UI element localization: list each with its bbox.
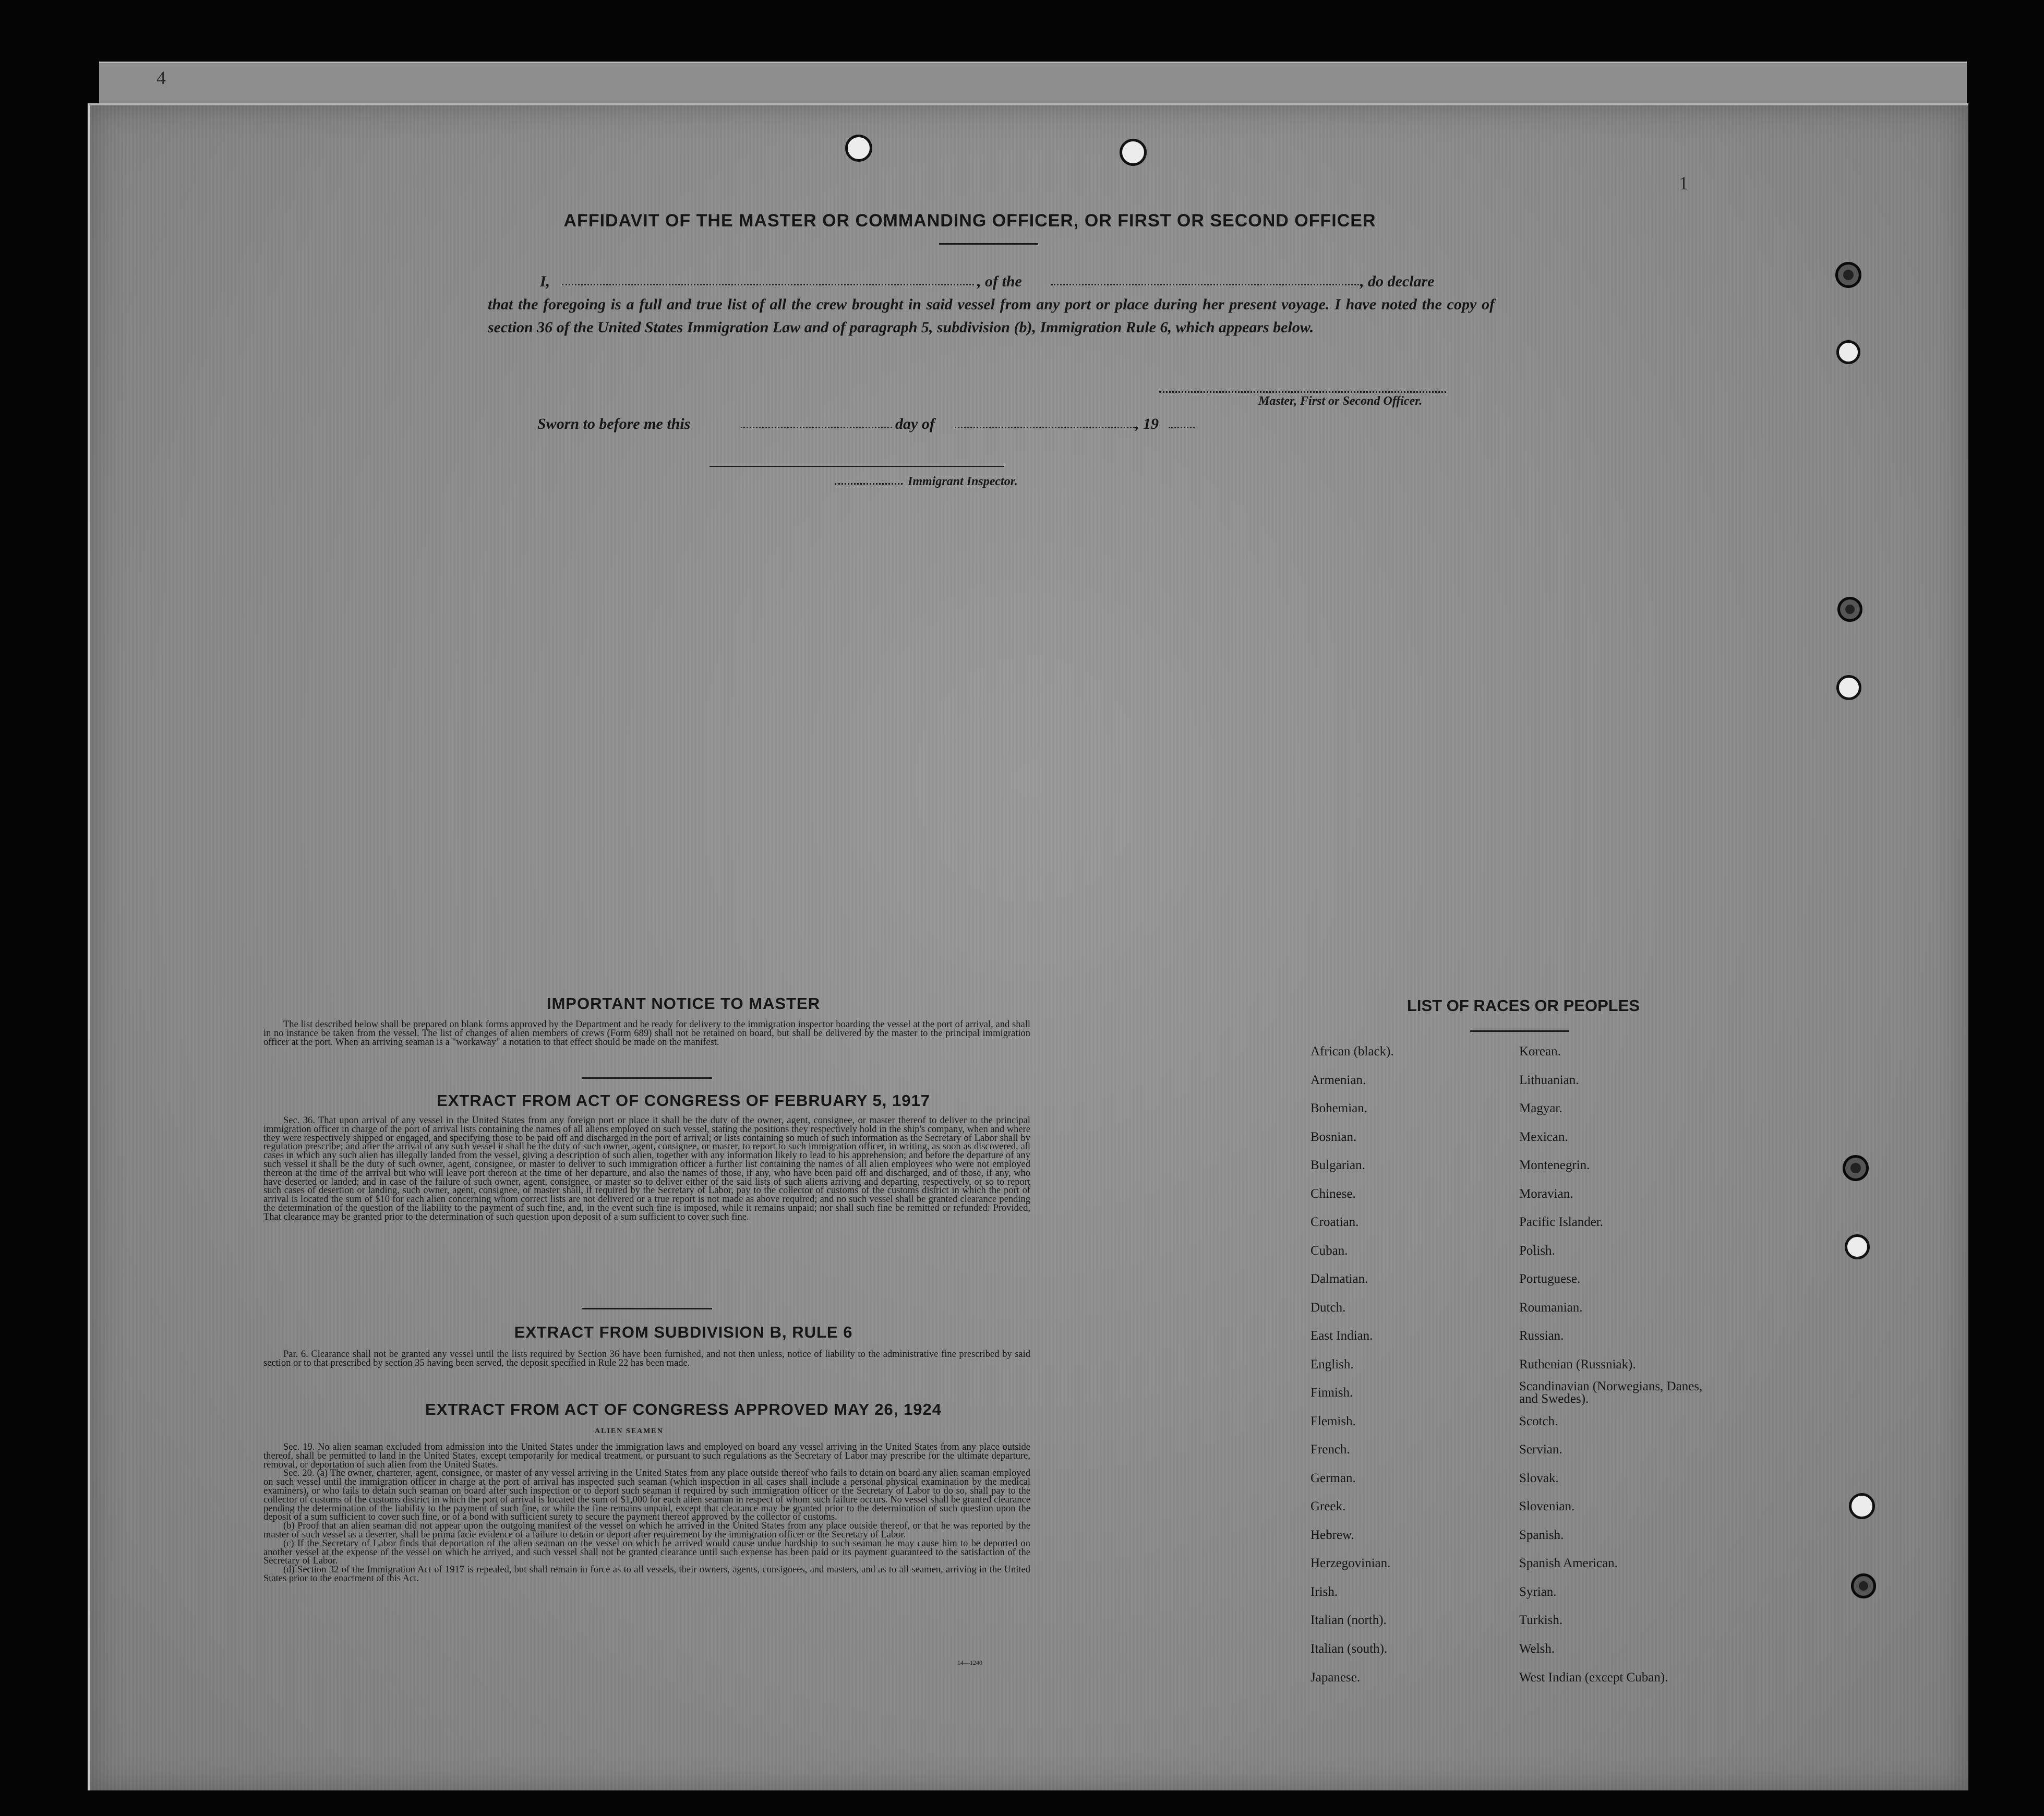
extract-1924-sec20a: Sec. 20. (a) The owner, charterer, agent, consignee, or master of any vessel arriving in the United States from any place outside thereof who fails to detain on board any alien seaman employed on such vessel until the immigration officer in charge at the port of arrival has inspected such seaman (which inspection in all cases shall include a personal physical examination by the medical examiners), or who fails to detain such seaman on board after such inspection or to deport such seaman if required by such immigration officer or the Secretary of Labor to do so, shall pay to the collector of customs of the customs district in which the port of arrival is located the sum of $1,000 for each alien seaman in respect of whom such failure occurs. No vessel shall be granted clearance pending the determination of the liability to the payment of such fine, or while the fine remains unpaid, except that clearance may be granted prior to the determination of such question upon the deposit of a sum sufficient to cover such fine, or of a bond with sufficient surety to secure the payment thereof approved by the collector of customs. xyxy=(263,1468,1030,1523)
race-right-item: Ruthenian (Russniak). xyxy=(1519,1357,1636,1372)
punch-hole-right-1 xyxy=(1835,262,1861,288)
race-right-item: Slovenian. xyxy=(1519,1499,1575,1513)
race-left-item: German. xyxy=(1310,1471,1356,1485)
vessel-label: , of the xyxy=(977,273,1022,290)
race-right-item: Lithuanian. xyxy=(1519,1073,1579,1087)
extract-rule6-title: EXTRACT FROM SUBDIVISION B, RULE 6 xyxy=(514,1323,853,1341)
year-label: , 19 xyxy=(1135,415,1159,432)
race-right-item: Pacific Islander. xyxy=(1519,1215,1604,1229)
race-right-item: Korean. xyxy=(1519,1044,1561,1059)
race-right-item: Montenegrin. xyxy=(1519,1158,1590,1172)
races-title-rule xyxy=(1470,1030,1569,1032)
race-left-item: Dalmatian. xyxy=(1310,1272,1368,1286)
form-number: 14—1240 xyxy=(957,1659,982,1666)
punch-hole-right-6 xyxy=(1845,1234,1870,1259)
sworn-month-field[interactable] xyxy=(955,427,1135,428)
sworn-line xyxy=(537,415,690,433)
margin-mark-top-left: 4 xyxy=(157,67,166,88)
notice-rule xyxy=(582,1077,712,1079)
punch-hole-top-left xyxy=(845,135,872,162)
race-left-item: Italian (north). xyxy=(1310,1613,1387,1627)
extract-1917-rule xyxy=(582,1308,712,1309)
race-right-item: Magyar. xyxy=(1519,1101,1562,1115)
punch-hole-right-4 xyxy=(1836,675,1861,700)
race-right-item: Roumanian. xyxy=(1519,1301,1583,1315)
affidavit-statement: that the foregoing is a full and true list of all the crew brought in said vessel from any port or place during her present voyage. I have noted the copy of section 36 of the United States Immigration Law and of paragraph 5, subdivision (b), Immigration Rule 6, which appears below. xyxy=(488,296,1495,336)
race-left-item: Bosnian. xyxy=(1310,1130,1357,1144)
race-right-item: Scandinavian (Norwegians, Danes, and Swedes). xyxy=(1519,1379,1703,1406)
sworn-day-field[interactable] xyxy=(741,427,892,428)
race-left-item: Armenian. xyxy=(1310,1073,1366,1087)
race-right-item: Mexican. xyxy=(1519,1130,1568,1144)
margin-mark-right: 1 xyxy=(1679,173,1688,194)
extract-rule6-text: Par. 6. Clearance shall not be granted any vessel until the lists required by Section 36 have been furnished, and not then unless, notice of liability to the administrative fine prescribed by said section or to that prescribed by section 35 having been served, the deposit specified in Rule 22 has been made. xyxy=(263,1349,1030,1368)
master-signature-label: Master, First or Second Officer. xyxy=(1258,394,1423,408)
extract-1924-sec20b: (b) Proof that an alien seaman did not appear upon the outgoing manifest of the vessel on which he arrived in the United States from any place outside thereof, or that he was reported by the master of such vessel as a deserter, shall be prima facie evidence of a failure to detain or deport after requirement by the immigration officer or the Secretary of Labor. xyxy=(263,1521,1030,1540)
day-of-label: day of xyxy=(895,415,935,432)
master-signature-field[interactable] xyxy=(1159,391,1446,393)
race-right-item: Polish. xyxy=(1519,1244,1555,1258)
sworn-year-field[interactable] xyxy=(1169,427,1195,428)
affidavit-body xyxy=(488,270,1495,339)
race-right-item: Syrian. xyxy=(1519,1585,1557,1599)
inspector-dotted-line xyxy=(835,483,903,485)
race-left-item: Cuban. xyxy=(1310,1244,1348,1258)
notice-title: IMPORTANT NOTICE TO MASTER xyxy=(546,994,821,1013)
punch-hole-right-3 xyxy=(1837,597,1862,622)
extract-1924-sec20c: (c) If the Secretary of Labor finds that deportation of the alien seaman on the vessel on which he arrived would cause undue hardship to such seaman he may cause him to be deported on another vessel at the expense of the vessel on which he arrived, and such vessel shall not be granted clearance until such expense has been paid or its payment guaranteed to the satisfaction of the Secretary of Labor. xyxy=(263,1538,1030,1567)
race-left-item: Flemish. xyxy=(1310,1414,1356,1428)
race-right-item: Welsh. xyxy=(1519,1642,1555,1656)
extract-1924-text xyxy=(263,1443,1030,1583)
race-left-item: Bohemian. xyxy=(1310,1101,1368,1115)
declare-label: , do declare xyxy=(1360,273,1435,290)
race-right-item: Scotch. xyxy=(1519,1414,1558,1428)
sworn-label: Sworn to before me this xyxy=(537,415,691,432)
affidavit-title-rule xyxy=(939,243,1038,245)
race-right-item: Moravian. xyxy=(1519,1187,1573,1201)
inspector-signature-field[interactable] xyxy=(710,466,1004,467)
punch-hole-top-right xyxy=(1120,139,1147,166)
declarant-name-field[interactable] xyxy=(562,273,974,285)
punch-hole-right-7 xyxy=(1849,1493,1875,1519)
race-left-item: Herzegovinian. xyxy=(1310,1556,1391,1570)
race-left-item: Japanese. xyxy=(1310,1670,1361,1685)
races-title: LIST OF RACES OR PEOPLES xyxy=(1406,996,1640,1015)
race-right-item: Spanish. xyxy=(1519,1528,1564,1542)
extract-1924-sec19: Sec. 19. No alien seaman excluded from admission into the United States under the immigration laws and employed on board any vessel arriving in the United States from any place outside thereof, shall be permitted to land in the United States, except temporarily for medical treatment, or pursuant to such regulations as the Secretary of Labor may prescribe for the ultimate departure, removal, or deportation of such alien from the United States. xyxy=(263,1442,1030,1470)
vessel-name-field[interactable] xyxy=(1051,273,1359,285)
race-left-item: Finnish. xyxy=(1310,1386,1353,1400)
race-right-item: Russian. xyxy=(1519,1329,1564,1343)
declarant-label: I, xyxy=(540,273,550,290)
race-left-item: Italian (south). xyxy=(1310,1642,1388,1656)
race-left-item: Bulgarian. xyxy=(1310,1158,1365,1172)
race-left-item: Irish. xyxy=(1310,1585,1338,1599)
inspector-label: Immigrant Inspector. xyxy=(908,475,1018,488)
extract-1917-title: EXTRACT FROM ACT OF CONGRESS OF FEBRUARY 5, 1917 xyxy=(437,1091,930,1110)
race-left-item: East Indian. xyxy=(1310,1329,1373,1343)
race-left-item: Greek. xyxy=(1310,1499,1346,1513)
race-right-item: Turkish. xyxy=(1519,1613,1563,1627)
race-left-item: English. xyxy=(1310,1357,1354,1372)
race-right-item: West Indian (except Cuban). xyxy=(1519,1670,1668,1685)
extract-1917-text: Sec. 36. That upon arrival of any vessel in the United States from any foreign port or place it shall be the duty of the owner, agent, consignee, or master thereof to deliver to the principal immigration officer in charge of the port of arrival lists containing the names of all aliens employed on such vessel, stating the positions they respectively hold in the ship's company, when and where they were respectively shipped or engaged, and specifying those to be paid off and discharged in the port of arrival; or lists containing so much of such information as the Secretary of Labor shall by regulation prescribe; and after the arrival of any such vessel it shall be the duty of such owner, agent, consignee, or master, to report to such immigration officer, in writing, as soon as discovered, all cases in which any such alien has illegally landed from the vessel, giving a description of such alien, together with any information likely to lead to his apprehension; and before the departure of any such vessel it shall be the duty of such owner, agent, consignee, or master to deliver to such immigration officer a further list containing the names of all alien employees who were not employed thereon at the time of the arrival but who will leave port thereon at the time of her departure, and also the names of those, if any, who have been paid off and discharged, and of those, if any, who have deserted or landed; and in case of the failure of such owner, agent, consignee, or master so to deliver either of the said lists of such aliens arriving and departing, respectively, or so to report such cases of desertion or landing, such owner, agent, consignee, or master shall, if required by the Secretary of Labor, pay to the collector of customs of the customs district in which the port of arrival is located the sum of $10 for each alien concerning whom correct lists are not delivered or a true report is not made as above required; and no such vessel shall be granted clearance pending the determination of the question of the liability to the payment of such fine, and, in the event such fine is imposed, while it remains unpaid; nor shall such fine be remitted or refunded: Provided, That clearance may be granted prior to the determination of such question upon deposit of a sum sufficient to cover such fine. xyxy=(263,1115,1030,1222)
race-left-item: Dutch. xyxy=(1310,1301,1346,1315)
race-left-item: African (black). xyxy=(1310,1044,1394,1059)
race-right-item: Servian. xyxy=(1519,1442,1562,1457)
extract-1924-sec20d: (d) Section 32 of the Immigration Act of 1917 is repealed, but shall remain in force as to all vessels, their owners, agents, consignees, and masters, and as to all seamen, arriving in the United States prior to the enactment of this Act. xyxy=(263,1565,1030,1584)
punch-hole-right-5 xyxy=(1843,1155,1869,1181)
race-right-item: Slovak. xyxy=(1519,1471,1559,1485)
race-right-item: Portuguese. xyxy=(1519,1272,1581,1286)
race-left-item: Hebrew. xyxy=(1310,1528,1354,1542)
punch-hole-right-8 xyxy=(1851,1573,1876,1598)
extract-1924-title: EXTRACT FROM ACT OF CONGRESS APPROVED MAY 26, 1924 xyxy=(425,1400,942,1418)
alien-seamen-heading: ALIEN SEAMEN xyxy=(595,1427,664,1435)
affidavit-title: AFFIDAVIT OF THE MASTER OR COMMANDING OFFICER, OR FIRST OR SECOND OFFICER xyxy=(563,211,1376,231)
notice-text: The list described below shall be prepared on blank forms approved by the Department and be ready for delivery to the immigration inspector boarding the vessel at the port of arrival, and shall in no instance be taken from the vessel. The list of changes of alien members of crews (Form 689) shall not be retained on board, but shall be delivered by the master to the principal immigration officer at the port. When an arriving seaman is a "workaway" a notation to that effect should be made on the manifest. xyxy=(263,1019,1030,1048)
punch-hole-right-2 xyxy=(1836,340,1860,364)
race-left-item: Croatian. xyxy=(1310,1215,1359,1229)
race-right-item: Spanish American. xyxy=(1519,1556,1618,1570)
race-left-item: French. xyxy=(1310,1442,1350,1457)
race-left-item: Chinese. xyxy=(1310,1187,1356,1201)
